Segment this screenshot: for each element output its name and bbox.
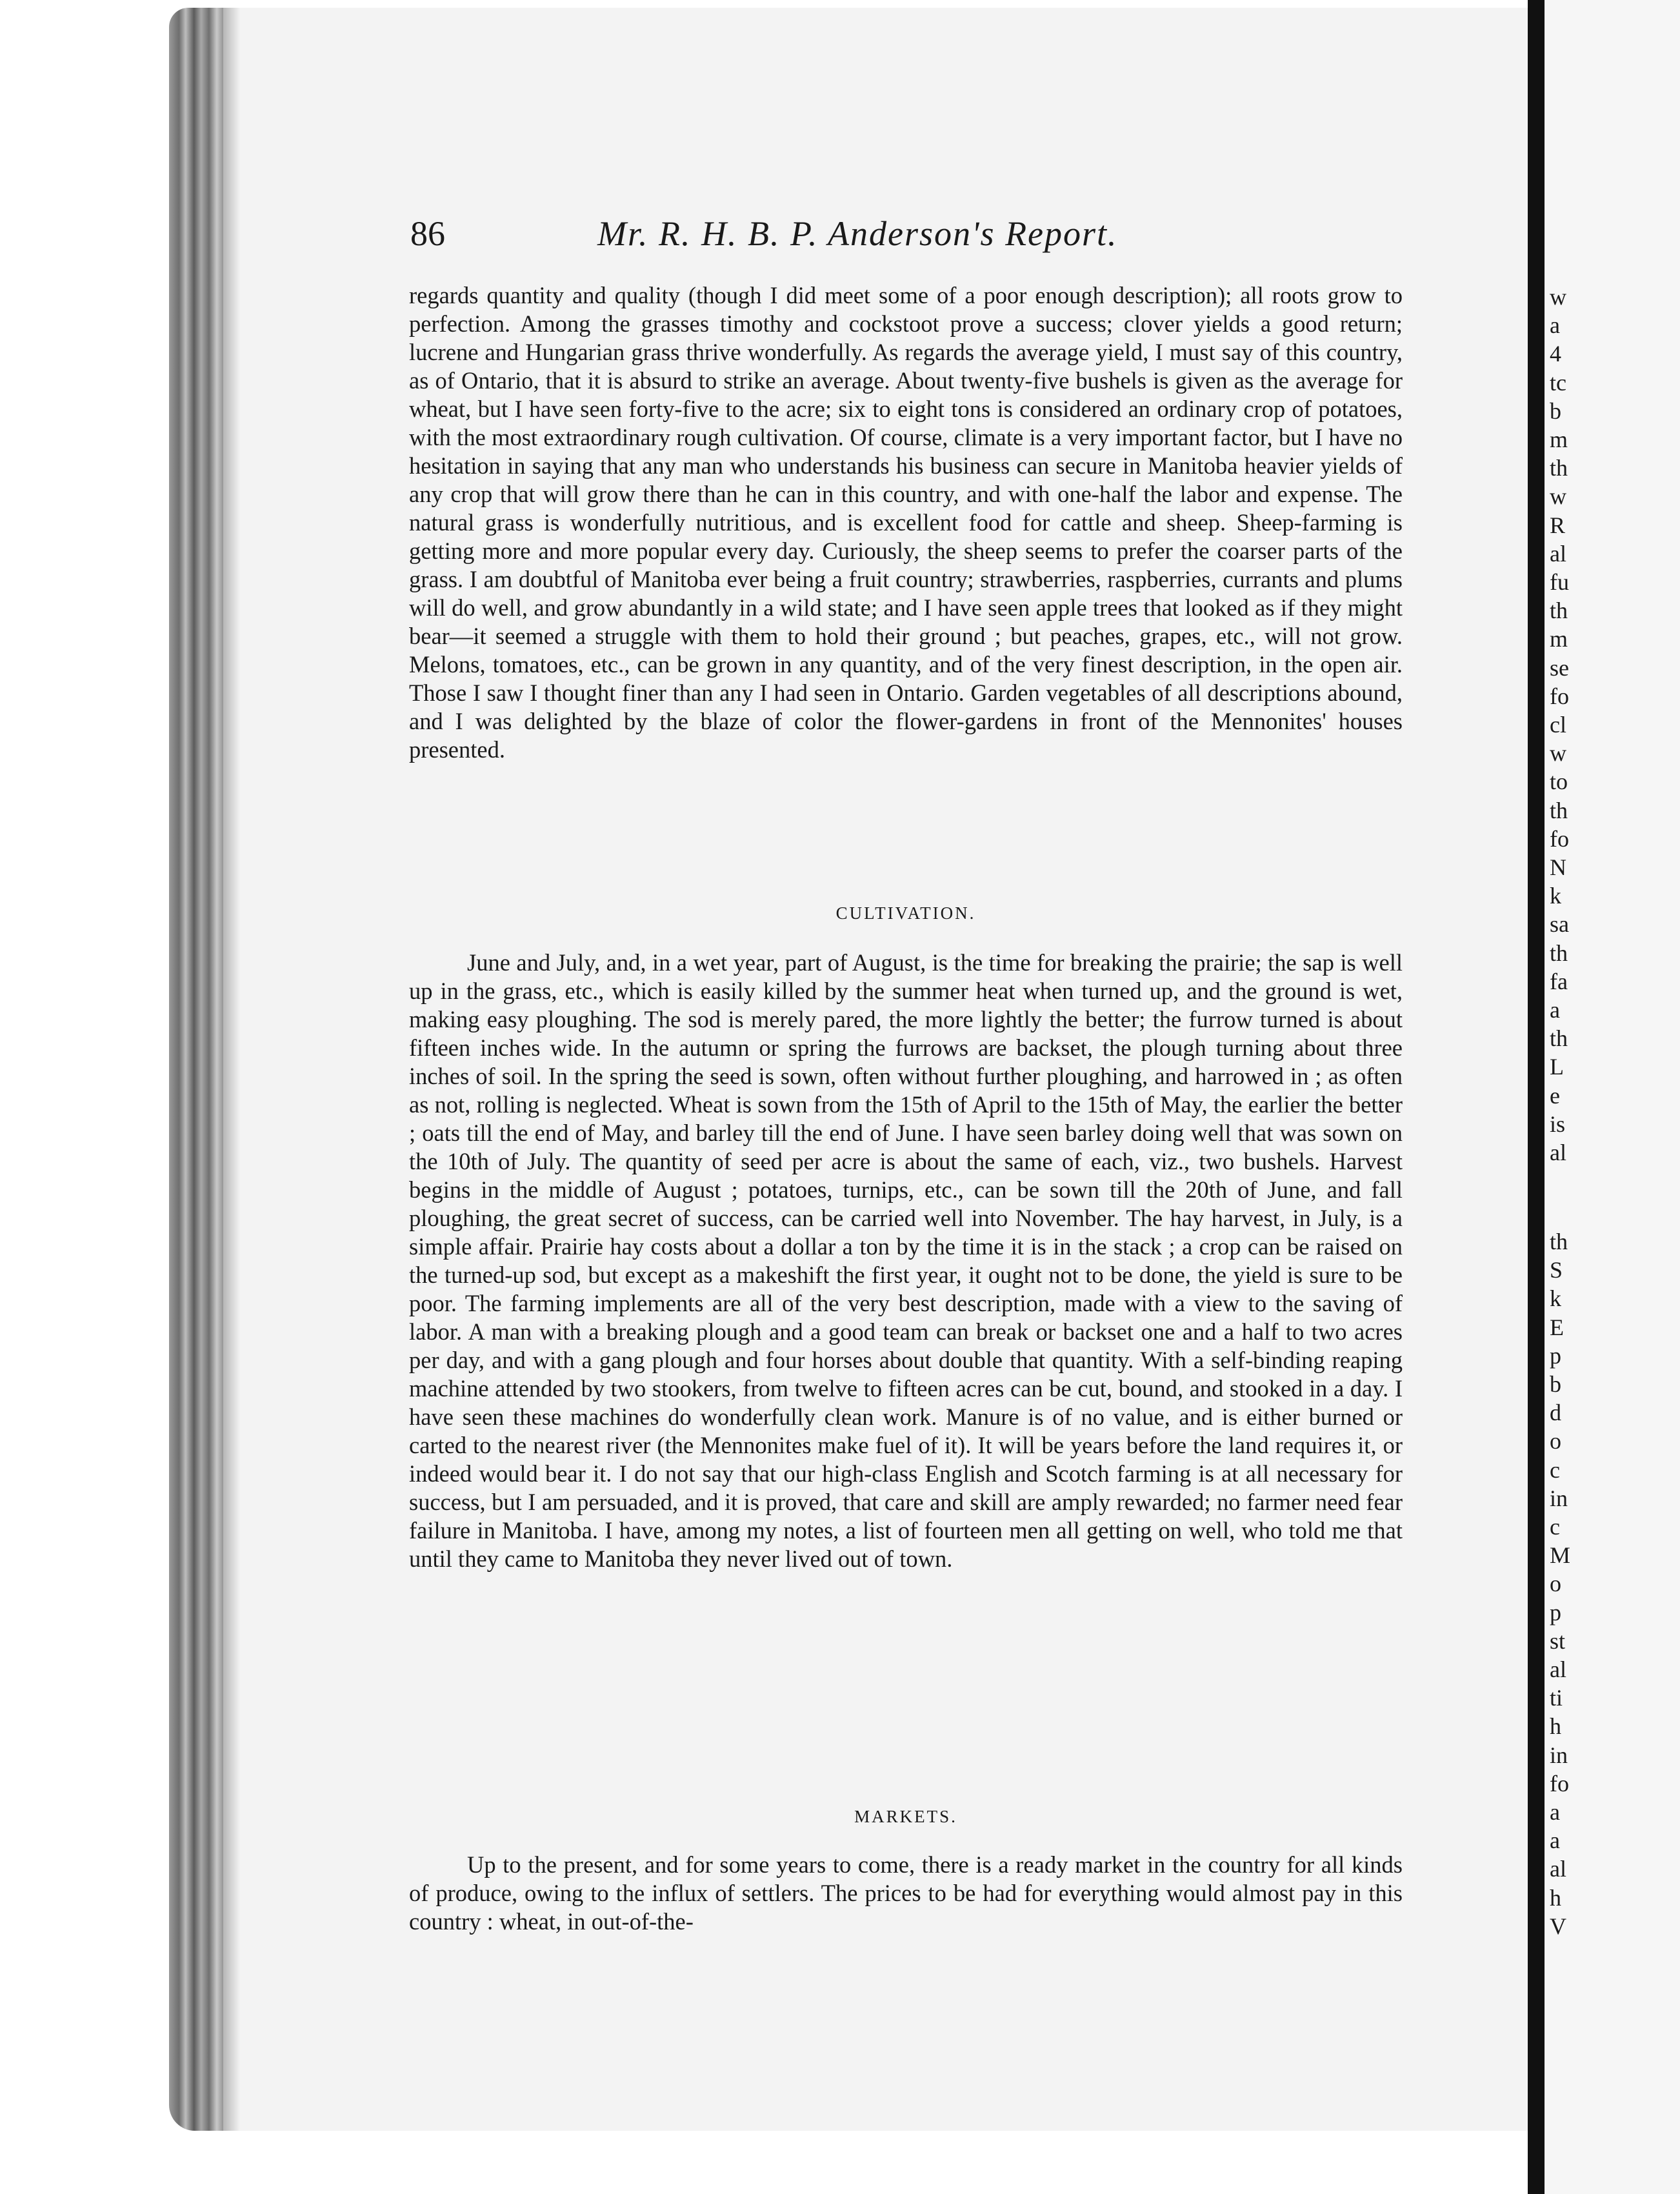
adjacent-page-line: in [1550, 1742, 1568, 1768]
adjacent-page-line: fo [1550, 683, 1569, 709]
book-binding [169, 8, 225, 2131]
body-paragraph-3 [409, 1851, 1403, 1936]
adjacent-page-line: sa [1550, 911, 1569, 938]
adjacent-page-line: M [1550, 1542, 1571, 1569]
running-head [410, 208, 1210, 259]
paragraph-text: regards quantity and quality (though I did meet some of a poor enough description); all roots grow to perfection. Among the grasses timothy and cockstoot prove a success; clover yields a good return; lucrene and Hungarian grass thrive wonderfully. As regards the average yield, I must say of this country, as of Ontario, that it is absurd to strike an average. About twenty-five bushels is given as the average for wheat, but I have seen forty-five to the acre; six to eight tons is considered an ordinary crop of potatoes, with the most extraordinary rough cultivation. Of course, climate is a very important factor, but I have no hesitation in saying that any man who understands his business can secure in Manitoba heavier yields of any crop that will grow there than he can in this country, and with one-half the labor and expense. The natural grass is wonderfully nutritious, and is excellent food for cattle and sheep. Sheep-farming is getting more and more popular every day. Curiously, the sheep seems to prefer the coarser parts of the grass. I am doubtful of Manitoba ever being a fruit country; strawberries, raspberries, currants and plums will do well, and grow abundantly in a wild state; and I have seen apple trees that looked as if they might bear—it seemed a struggle with them to hold their ground ; but peaches, grapes, etc., will not grow. Melons, tomatoes, etc., can be grown in any quantity, and of the very finest description, in the open air. Those I saw I thought finer than any I had seen in Ontario. Garden vegetables of all descriptions abound, and I was delighted by the blaze of color the flower-gardens in front of the Mennonites' houses presented. [409, 282, 1403, 763]
adjacent-page-line: m [1550, 427, 1568, 452]
adjacent-page-line: o [1550, 1571, 1561, 1597]
adjacent-page-line: k [1550, 1285, 1561, 1312]
adjacent-page-line: a [1550, 1827, 1560, 1854]
adjacent-page-line: R [1550, 512, 1566, 538]
adjacent-page-line: b [1550, 398, 1561, 424]
adjacent-page-line: se [1550, 654, 1569, 681]
adjacent-page-line: a [1550, 312, 1560, 339]
adjacent-page-line: S [1550, 1257, 1563, 1283]
adjacent-page-line: th [1550, 455, 1568, 481]
adjacent-page-line: ti [1550, 1685, 1563, 1711]
adjacent-page-line: N [1550, 854, 1566, 880]
page-gap [1528, 0, 1545, 2194]
adjacent-page-line: to [1550, 769, 1568, 795]
adjacent-page-line: fa [1550, 968, 1568, 994]
heading-cultivation: CULTIVATION. [835, 903, 976, 923]
adjacent-page-line: fu [1550, 569, 1569, 595]
body-paragraph-2 [409, 949, 1403, 1573]
adjacent-page-line: a [1550, 997, 1560, 1023]
adjacent-page-line: al [1550, 540, 1566, 567]
adjacent-page-line: in [1550, 1485, 1568, 1511]
adjacent-page-line: th [1550, 1229, 1568, 1254]
adjacent-page-line: b [1550, 1371, 1561, 1397]
adjacent-page-line: k [1550, 883, 1561, 909]
adjacent-page-line: a [1550, 1799, 1560, 1825]
paragraph-text: June and July, and, in a wet year, part of August, is the time for breaking the prairie; the sap is well up in the grass, etc., which is easily killed by the summer heat when turned up, and the ground is wet, making easy ploughing. The sod is merely pared, the more lightly the better; the furrow turned is about fifteen inches wide. In the autumn or spring the furrows are backset, the plough turning about three inches of soil. In the spring the seed is sown, often without further ploughing, and harrowed in ; as often as not, rolling is neglected. Wheat is sown from the 15th of April to the 15th of May, the earlier the better ; oats till the end of May, and barley till the end of June. I have seen barley doing well that was sown on the 10th of July. The quantity of seed per acre is about the same of each, viz., two bushels. Harvest begins in the middle of August ; potatoes, turnips, etc., can be sown till the 20th of June, and fall ploughing, the great secret of success, can be carried well into November. The hay harvest, in July, is a simple affair. Prairie hay costs about a dollar a ton by the time it is in the stack ; a crop can be raised on the turned-up sod, but except as a makeshift the first year, it ought not to be done, the yield is sure to be poor. The farming implements are all of the very best description, made with a view to the saving of labor. A man with a breaking plough and a good team can break or backset one and a half to two acres per day, and with a gang plough and four horses about double that quantity. With a self-binding reaping machine attended by two stookers, from twelve to fifteen acres can be cut, bound, and stooked in a day. I have seen these machines do wonderfully clean work. Manure is of no value, and is either burned or carted to the nearest river (the Mennonites make fuel of it). It will be years before the land requires it, or indeed would bear it. I do not say that our high-class English and Scotch farming is at all necessary for success, but I am persuaded, and it is proved, that care and skill are amply rewarded; no farmer need fear failure in Manitoba. I have, among my notes, a list of fourteen men all getting on well, who told me that until they came to Manitoba they never lived out of town. [409, 949, 1403, 1572]
adjacent-page-line: c [1550, 1514, 1560, 1540]
adjacent-page-line: th [1550, 797, 1568, 823]
adjacent-page-line: d [1550, 1400, 1561, 1426]
adjacent-page-line: V [1550, 1913, 1566, 1939]
paragraph-text: Up to the present, and for some years to come, there is a ready market in the country for all kinds of produce, owing to the influx of settlers. The prices to be had for everything would almost pay in this country : wheat, in out-of-the- [409, 1851, 1403, 1935]
adjacent-page-line: al [1550, 1656, 1566, 1682]
adjacent-page-line: E [1550, 1314, 1564, 1340]
adjacent-page-fragment [1545, 0, 1680, 2194]
adjacent-page-line: th [1550, 940, 1568, 966]
adjacent-page-line: p [1550, 1599, 1561, 1625]
page-edge-shadow [223, 8, 240, 2131]
adjacent-page-line: al [1550, 1856, 1566, 1882]
adjacent-page-line: w [1550, 483, 1566, 510]
adjacent-page-line: cl [1550, 712, 1566, 738]
adjacent-page-line: p [1550, 1342, 1561, 1369]
page-number: 86 [410, 214, 445, 253]
adjacent-page-line: w [1550, 740, 1566, 767]
adjacent-page-line: fo [1550, 825, 1569, 852]
adjacent-page-line: m [1550, 626, 1568, 652]
adjacent-page-line: fo [1550, 1770, 1569, 1796]
adjacent-page-line: 4 [1550, 341, 1561, 367]
adjacent-page-line: c [1550, 1456, 1560, 1483]
adjacent-page-line: al [1550, 1140, 1566, 1165]
adjacent-page-line: th [1550, 1025, 1568, 1052]
adjacent-page-line: tc [1550, 369, 1566, 396]
adjacent-page-line: is [1550, 1111, 1566, 1137]
adjacent-page-line: o [1550, 1428, 1561, 1454]
adjacent-page-line: L [1550, 1054, 1564, 1080]
heading-markets: MARKETS. [854, 1807, 957, 1826]
adjacent-page-line: h [1550, 1713, 1561, 1740]
body-paragraph-1 [409, 281, 1403, 764]
adjacent-page-line: w [1550, 284, 1566, 310]
running-title: Mr. R. H. B. P. Anderson's Report. [597, 214, 1118, 253]
adjacent-page-line: st [1550, 1627, 1566, 1654]
adjacent-page-line: e [1550, 1082, 1560, 1109]
adjacent-page-line: h [1550, 1884, 1561, 1911]
adjacent-page-line: th [1550, 598, 1568, 624]
